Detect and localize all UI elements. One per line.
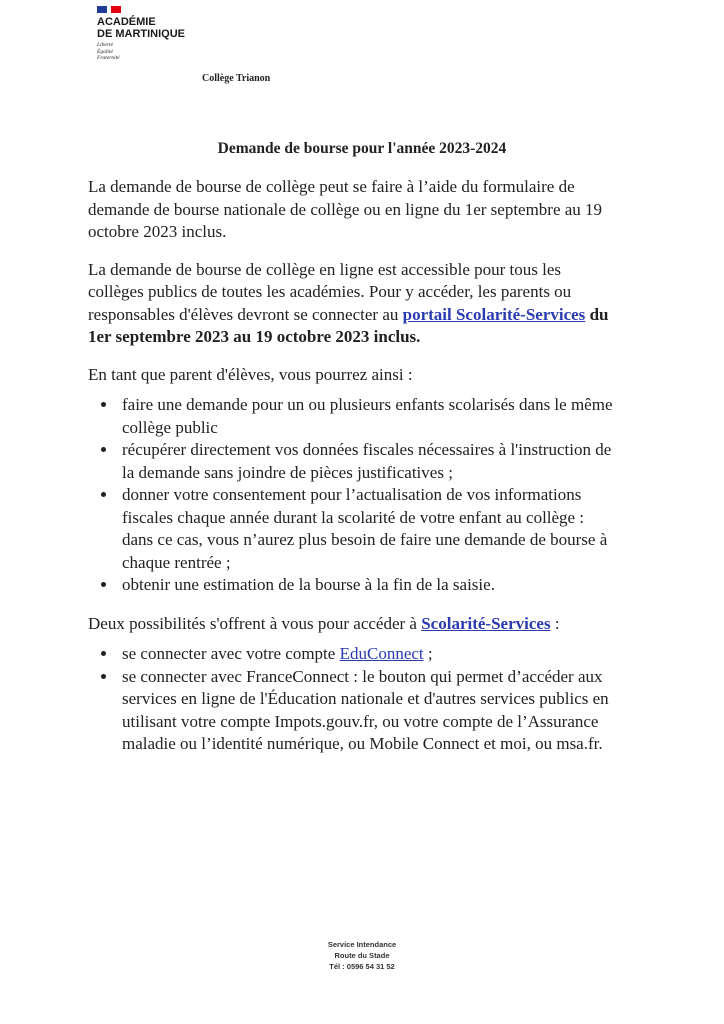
footer-line: Service Intendance — [327, 940, 397, 949]
list-item: • récupérer directement vos données fiscales nécessaires à l'instruction de la demande sans joindre de pièces justificatives ; — [118, 439, 618, 484]
benefits-list — [88, 394, 618, 597]
list-item: • obtenir une estimation de la bourse à la fin de la saisie. — [118, 574, 618, 597]
access-options-list — [88, 643, 618, 756]
list-item: • se connecter avec FranceConnect : le bouton qui permet d’accéder aux services en ligne de l'Éducation nationale et d'autres services publics en utilisant votre compte Impots.gouv.fr, ou votre compte de l’Assurance maladie ou l’identité numérique, ou Mobile Connect et moi, ou msa.fr. — [118, 666, 618, 756]
text: ; — [423, 644, 433, 663]
text: Deux possibilités s'offrent à vous pour accéder à — [88, 613, 422, 633]
logo-line1: ACADÉMIE — [97, 16, 156, 28]
logo-name — [97, 16, 185, 40]
footer-phone: Tél : 0596 54 31 52 — [329, 962, 395, 971]
list-item: • donner votre consentement pour l’actualisation de vos informations fiscales chaque année durant la scolarité de votre enfant au collège : dans ce cas, vous n’aurez plus besoin de faire une demande de bourse à chaque rentrée ; — [118, 484, 618, 574]
motto-line: Fraternité — [97, 55, 120, 61]
list-item: • faire une demande pour un ou plusieurs enfants scolarisés dans le même collège public — [118, 394, 618, 439]
list-item — [118, 643, 618, 666]
dates-text: du 1er septembre 2023 au 19 octobre 2023 inclus. — [88, 304, 609, 346]
document-body — [88, 176, 618, 772]
educonnect-link[interactable]: EduConnect — [339, 644, 424, 663]
paragraph-parents: En tant que parent d'élèves, vous pourrez ainsi : — [88, 364, 413, 384]
text: : — [550, 613, 560, 633]
motto-line: Égalité — [97, 48, 113, 55]
paragraph-intro: La demande de bourse de collège peut se faire à l’aide du formulaire de demande de bourse nationale de collège ou en ligne du 1er septembre au 19 octobre 2023 inclus. — [88, 177, 603, 241]
text: La demande de bourse de collège en ligne est accessible pour tous les collèges publics de toutes les académies. Pour y accéder, les parents ou responsables d'élèves devront se connecter au — [88, 259, 572, 324]
scolarite-services-link[interactable]: Scolarité-Services — [421, 613, 551, 633]
academie-logo — [97, 6, 185, 62]
scolarite-services-portal-link[interactable]: portail Scolarité-Services — [402, 304, 586, 324]
paragraph-access — [88, 613, 618, 636]
paragraph-online — [88, 259, 618, 349]
document-title: Demande de bourse pour l'année 2023-2024 — [217, 140, 507, 157]
footer-line: Route du Stade — [334, 951, 390, 960]
text: se connecter avec votre compte — [122, 644, 340, 663]
college-name: Collège Trianon — [202, 73, 271, 84]
motto-line: Liberté — [97, 42, 113, 48]
motto — [97, 42, 185, 62]
footer-address — [0, 939, 724, 972]
republic-flag-icon — [97, 6, 185, 13]
logo-line2: DE MARTINIQUE — [97, 28, 185, 40]
